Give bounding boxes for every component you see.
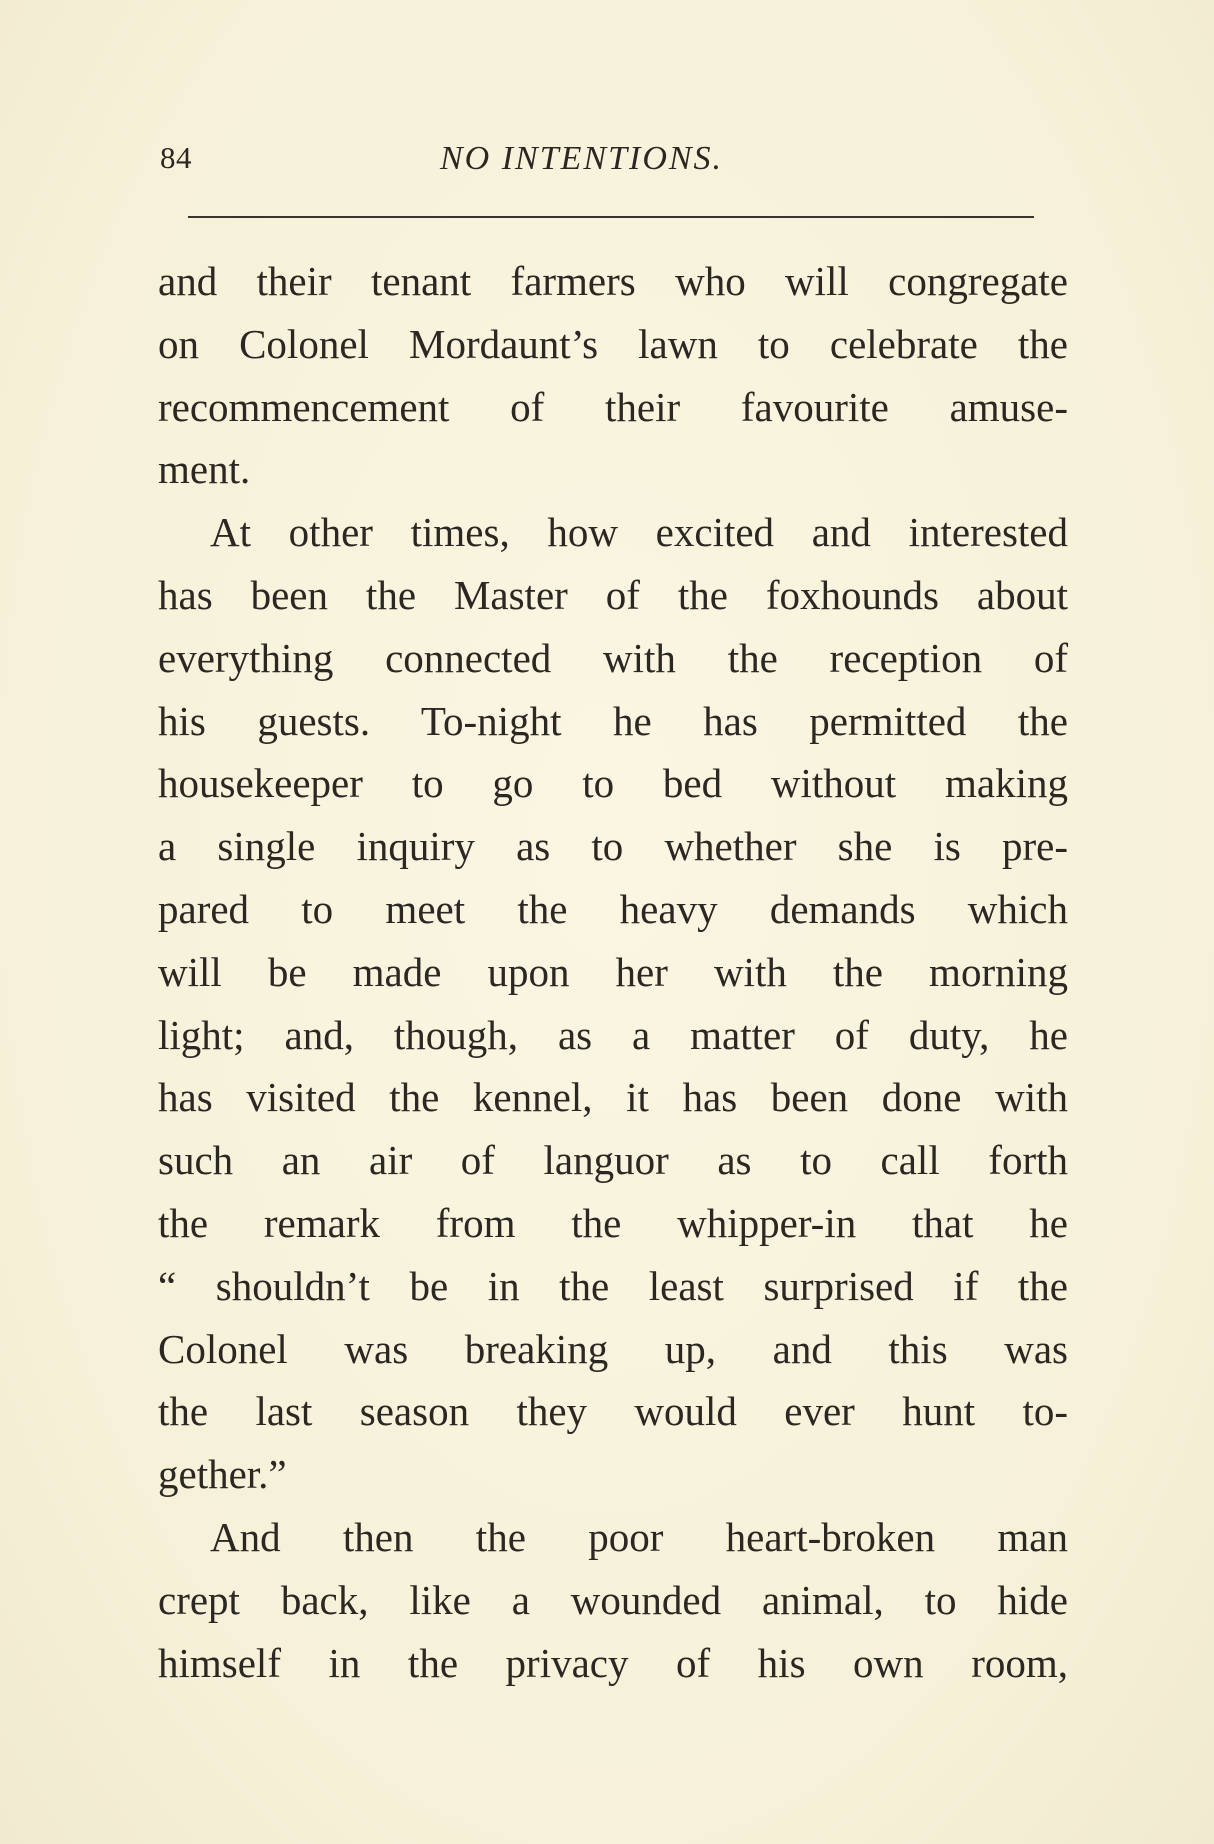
page-number: 84 — [160, 140, 192, 175]
text-line: and their tenant farmers who will congregate — [158, 258, 1068, 304]
text-line: has been the Master of the foxhounds about — [158, 571, 1068, 618]
text-line: a single inquiry as to whether she is pre- — [158, 823, 1068, 870]
text-line: “ shouldn’t be in the least surprised if the — [158, 1262, 1068, 1309]
header-rule — [188, 216, 1034, 218]
running-title: NO INTENTIONS. — [440, 140, 724, 177]
text-line: housekeeper to go to bed without making — [158, 760, 1068, 807]
text-line: the remark from the whipper-in that he — [158, 1199, 1068, 1246]
body-text — [158, 250, 1068, 1694]
text-line: the last season they would ever hunt to- — [158, 1388, 1068, 1435]
text-line: At other times, how excited and interested — [210, 509, 1068, 556]
text-line: ment. — [158, 446, 251, 493]
page-header — [160, 140, 1036, 186]
text-line: crept back, like a wounded animal, to hide — [158, 1576, 1068, 1623]
text-line: pared to meet the heavy demands which — [158, 885, 1068, 932]
text-line: such an air of languor as to call forth — [158, 1137, 1068, 1184]
text-line: has visited the kennel, it has been done with — [158, 1074, 1068, 1121]
text-line: everything connected with the reception of — [158, 634, 1068, 681]
text-line: himself in the privacy of his own room, — [158, 1639, 1068, 1686]
text-line: light; and, though, as a matter of duty, he — [158, 1011, 1068, 1058]
text-line: gether.” — [158, 1451, 287, 1498]
text-line: recommencement of their favourite amuse- — [158, 383, 1068, 430]
text-line: on Colonel Mordaunt’s lawn to celebrate the — [158, 320, 1068, 367]
text-line: And then the poor heart-broken man — [210, 1513, 1068, 1560]
text-line: his guests. To-night he has permitted the — [158, 697, 1068, 744]
text-line: will be made upon her with the morning — [158, 948, 1068, 995]
text-line: Colonel was breaking up, and this was — [158, 1325, 1068, 1372]
